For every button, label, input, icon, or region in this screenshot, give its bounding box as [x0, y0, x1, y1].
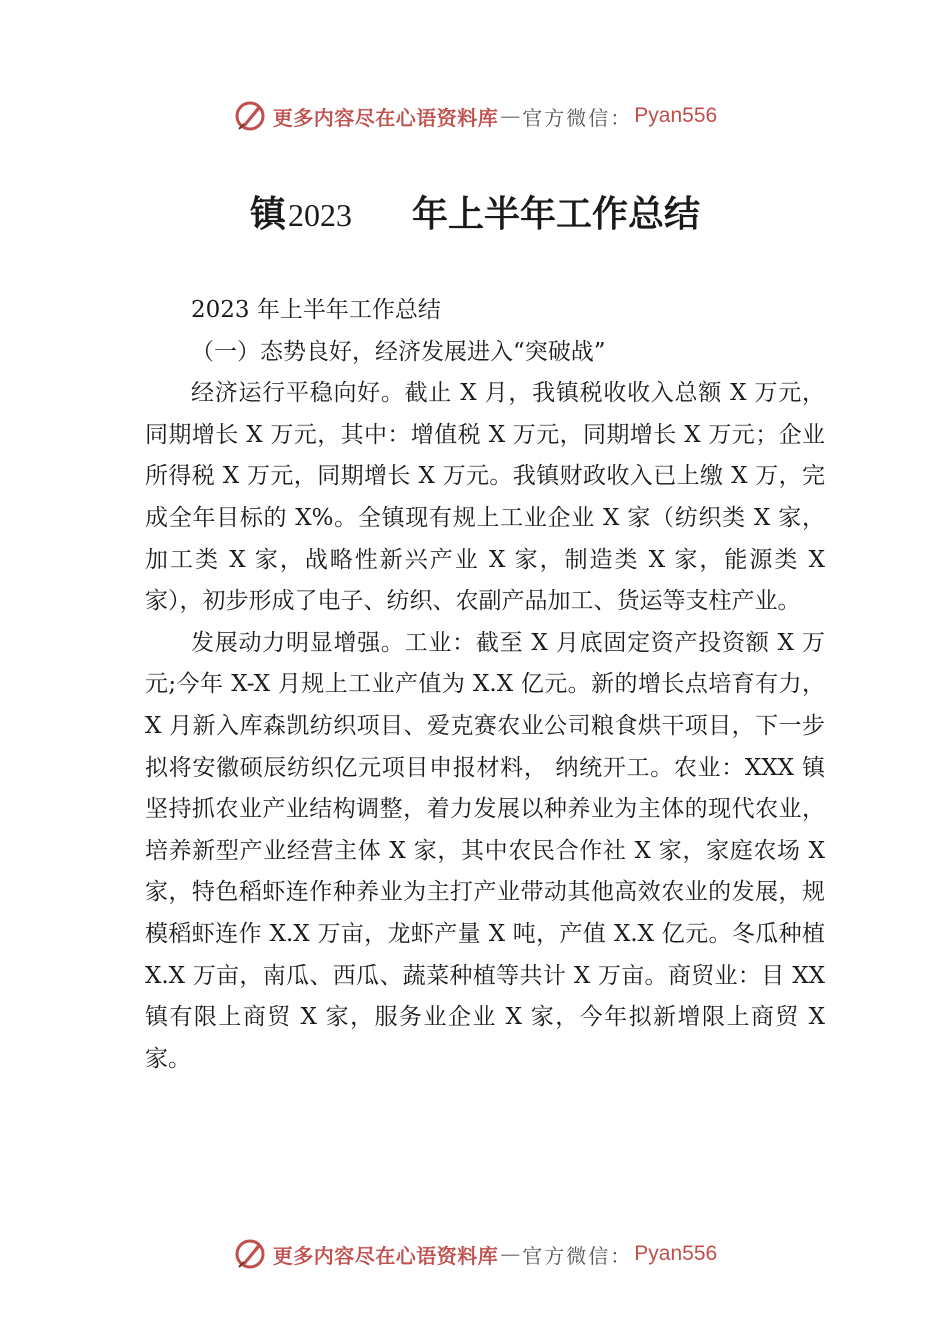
- paragraph-section-heading: （一）态势良好，经济发展进入“突破战”: [191, 338, 606, 365]
- banner-brand-text: 更多内容尽在心语资料库: [272, 1243, 499, 1268]
- title-year: 2023: [288, 197, 352, 233]
- banner-dash: —: [500, 104, 521, 128]
- banner-wechat-label: 官方微信：: [522, 105, 633, 130]
- banner-wechat-id: Pyan556: [634, 1242, 718, 1265]
- paragraph-subtitle: 2023 年上半年工作总结: [191, 297, 441, 323]
- document-title: [0, 186, 950, 237]
- banner-wechat-label: 官方微信：: [522, 1243, 633, 1268]
- banner-wechat-id: Pyan556: [634, 104, 718, 127]
- paragraph-development: 发展动力明显增强。工业：截至 X 月底固定资产投资额 X 万元;今年 X-X 月规上工业产值为 X.X 亿元。新的增长点培育有力，X 月新入库森凯纺织项目、爱克赛农业公司粮食烘干项目，下一步拟将安徽硕辰纺织亿元项目申报材料， 纳统开工。农业：XXX 镇坚持抓农业产业结构调整，着力发展以种养业为主体的现代农业，培养新型产业经营主体 X 家，其中农民合作社 X 家，家庭农场 X 家，特色稻虾连作种养业为主打产业带动其他高效农业的发展，规模稻虾连作 X.X 万亩，龙虾产量 X 吨，产值 X.X 亿元。冬瓜种植 X.X 万亩，南瓜、西瓜、蔬菜种植等共计 X 万亩。商贸业：目 XX 镇有限上商贸 X 家，服务业企业 X 家，今年拟新增限上商贸 X 家。: [145, 629, 825, 1072]
- title-text: 年上半年工作总结: [412, 193, 701, 235]
- footer-banner: [0, 1234, 950, 1274]
- title-prefix: 镇: [249, 193, 286, 235]
- quill-logo-icon: [233, 1237, 267, 1271]
- header-banner: [0, 96, 950, 136]
- banner-brand-text: 更多内容尽在心语资料库: [272, 105, 499, 130]
- paragraph-economy: 经济运行平稳向好。截止 X 月，我镇税收收入总额 X 万元，同期增长 X 万元，其中：增值税 X 万元，同期增长 X 万元；企业所得税 X 万元，同期增长 X 万元。我镇财政收入已上缴 X 万，完成全年目标的 X%。全镇现有规上工业企业 X 家（纺织类 X 家，加工类 X 家，战略性新兴产业 X 家，制造类 X 家，能源类 X 家），初步形成了电子、纺织、农副产品加工、货运等支柱产业。: [145, 380, 825, 615]
- document-body: [145, 290, 825, 1080]
- banner-dash: —: [500, 1242, 521, 1266]
- quill-logo-icon: [233, 99, 267, 133]
